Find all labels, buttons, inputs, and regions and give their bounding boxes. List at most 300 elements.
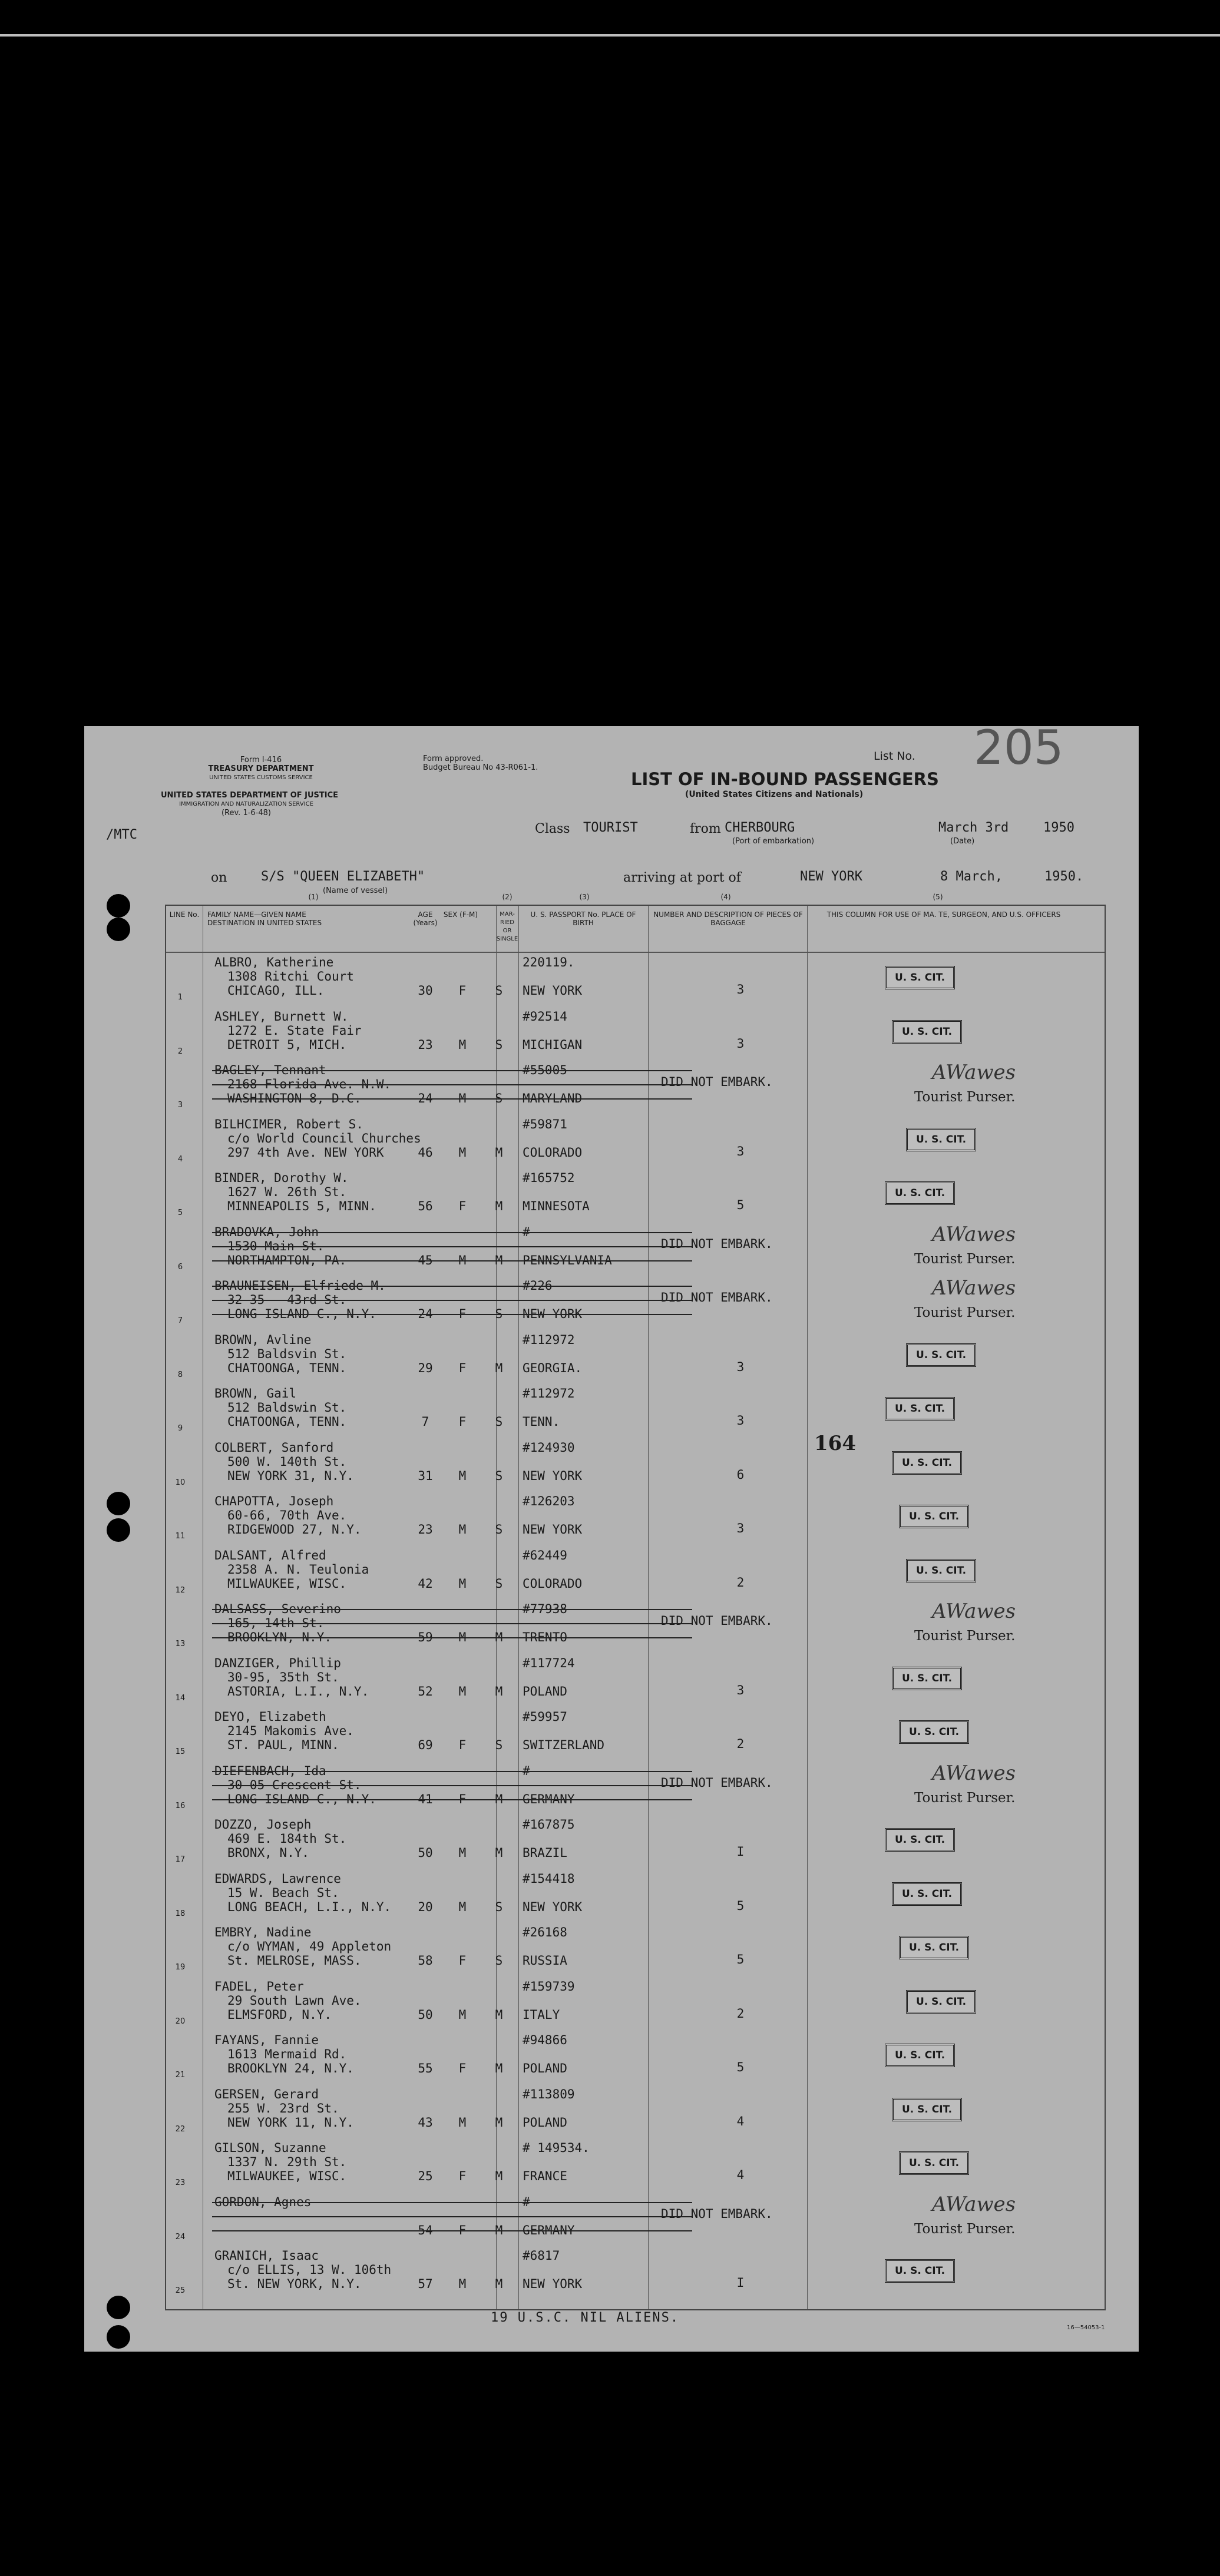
sex: M <box>458 1522 467 1537</box>
destination-line: LONG BEACH, L.I., N.Y. <box>227 1899 392 1914</box>
age: 69 <box>418 1738 433 1752</box>
age: 50 <box>418 2007 433 2022</box>
sex: F <box>458 1199 467 1213</box>
destination-line: 2145 Makomis Ave. <box>227 1724 354 1738</box>
header-sex: SEX (F-M) <box>443 910 478 919</box>
marital-status: S <box>495 1899 503 1914</box>
purser-signature: AWawes <box>932 1222 1016 1246</box>
baggage-count: 3 <box>736 1683 745 1697</box>
us-citizen-stamp: U. S. CIT. <box>906 1128 976 1151</box>
purser-signature: AWawes <box>932 2192 1016 2216</box>
age: 57 <box>418 2277 433 2291</box>
age: 55 <box>418 2061 433 2075</box>
destination-line: CHATOONGA, TENN. <box>227 1415 347 1429</box>
line-number: 1 <box>177 993 183 1002</box>
place-of-birth: POLAND <box>523 1684 567 1698</box>
strike-through <box>212 1232 692 1233</box>
us-citizen-stamp: U. S. CIT. <box>892 1667 962 1690</box>
marital-status: S <box>495 1953 503 1968</box>
line-number: 6 <box>177 1262 183 1272</box>
passport-birthplace <box>523 2087 575 2130</box>
passport-birthplace <box>523 1117 582 1160</box>
sex: M <box>458 1091 467 1105</box>
strike-through <box>212 1286 692 1287</box>
table-row <box>166 1924 1105 1977</box>
passport-number: # <box>523 2194 530 2209</box>
passport-birthplace <box>523 1817 575 1860</box>
baggage-count: 6 <box>736 1467 745 1482</box>
sex: M <box>458 1468 467 1483</box>
age: 30 <box>418 984 433 998</box>
marital-status: S <box>495 1522 503 1537</box>
destination-line: 30-05 Crescent St. <box>227 1777 362 1792</box>
passport-birthplace <box>523 1009 582 1052</box>
table-row <box>166 1116 1105 1169</box>
sex: F <box>458 2061 467 2075</box>
header-officers: THIS COLUMN FOR USE OF MA. TE, SURGEON, AND U.S. OFFICERS <box>826 910 1061 919</box>
place-of-birth: TENN. <box>523 1415 560 1429</box>
passenger-name: ALBRO, Katherine <box>214 955 334 969</box>
form-approval: Form approved. Budget Bureau No 43-R061-1. <box>423 754 538 772</box>
destination-line: 2358 A. N. Teulonia <box>227 1562 369 1577</box>
passport-number: #94866 <box>523 2033 567 2047</box>
sex: M <box>458 1846 467 1860</box>
line-number: 15 <box>175 1747 186 1756</box>
passenger-name: BAGLEY, Tennant <box>214 1063 326 1077</box>
line-number: 22 <box>175 2124 186 2134</box>
sex: F <box>458 1953 467 1968</box>
departure-year: 1950 <box>1043 820 1074 835</box>
table-row <box>166 1224 1105 1277</box>
passenger-name: EMBRY, Nadine <box>214 1925 312 1939</box>
passport-number: #6817 <box>523 2249 560 2263</box>
strike-through <box>212 2230 692 2231</box>
baggage-count: 5 <box>736 1952 745 1966</box>
passenger-table <box>165 893 1106 2310</box>
passenger-name-address <box>214 1333 346 1375</box>
line-number: 20 <box>175 2017 186 2026</box>
strike-through <box>212 2202 692 2203</box>
sex: M <box>458 1145 467 1160</box>
destination-line: NEW YORK 31, N.Y. <box>227 1468 354 1483</box>
place-of-birth: NEW YORK <box>523 984 583 998</box>
passport-number: #226 <box>523 1279 553 1293</box>
destination-line: MILWAUKEE, WISC. <box>227 1576 347 1591</box>
strike-through <box>212 1300 692 1301</box>
punch-hole <box>107 2325 130 2349</box>
marital-status: S <box>495 1415 503 1429</box>
passenger-name-address <box>214 955 354 998</box>
strike-through <box>212 1314 692 1315</box>
marital-status: S <box>495 1307 503 1321</box>
baggage-count: 2 <box>736 1737 745 1751</box>
punch-hole <box>107 2296 130 2319</box>
sex: F <box>458 1415 467 1429</box>
passport-birthplace <box>523 1333 582 1375</box>
passenger-name: DIEFENBACH, Ida <box>214 1763 326 1778</box>
passenger-name-address <box>214 2087 354 2130</box>
passport-number: #59871 <box>523 1117 567 1131</box>
destination-line: BRONX, N.Y. <box>227 1846 310 1860</box>
destination-line: MILWAUKEE, WISC. <box>227 2169 347 2183</box>
baggage-count: 2 <box>736 2006 745 2021</box>
age: 23 <box>418 1522 433 1537</box>
header-age: AGE (Years) <box>413 910 438 927</box>
passport-birthplace <box>523 1171 590 1213</box>
age: 56 <box>418 1199 433 1213</box>
mtc-code: /MTC <box>106 827 137 842</box>
baggage-count: 3 <box>736 1036 745 1051</box>
passport-birthplace <box>523 1548 582 1591</box>
passenger-name: GORDON, Agnes <box>214 2194 312 2209</box>
table-row <box>166 1385 1105 1438</box>
age: 20 <box>418 1899 433 1914</box>
passenger-name: FADEL, Peter <box>214 1979 304 1994</box>
departure-date: March 3rd <box>938 820 1009 835</box>
strike-through <box>212 1799 692 1800</box>
strike-through <box>212 1070 692 1071</box>
age: 46 <box>418 1145 433 1160</box>
us-citizen-stamp: U. S. CIT. <box>906 1990 976 2014</box>
footer-note: 19 U.S.C. NIL ALIENS. <box>491 2310 680 2325</box>
destination-line: 1530 Main St. <box>227 1239 325 1253</box>
us-citizen-stamp: U. S. CIT. <box>899 1936 969 1959</box>
place-of-birth: PENNSYLVANIA <box>523 1253 612 1267</box>
us-citizen-stamp: U. S. CIT. <box>899 2151 969 2175</box>
marital-status: S <box>495 1468 503 1483</box>
destination-line: ELMSFORD, N.Y. <box>227 2007 332 2022</box>
sex: F <box>458 1360 467 1375</box>
on-label: on <box>211 870 227 885</box>
destination-line: St. MELROSE, MASS. <box>227 1953 362 1968</box>
place-of-birth: MICHIGAN <box>523 1037 583 1052</box>
line-number: 10 <box>175 1478 186 1487</box>
purser-title: Tourist Purser. <box>914 1790 1016 1806</box>
passport-birthplace <box>523 1710 604 1752</box>
baggage-count: I <box>736 1845 745 1859</box>
passport-number: #154418 <box>523 1871 575 1886</box>
passenger-name-address <box>214 1548 369 1591</box>
line-number: 12 <box>175 1585 186 1595</box>
destination-line: BROOKLYN 24, N.Y. <box>227 2061 354 2075</box>
punch-hole <box>107 894 130 918</box>
destination-line: 469 E. 184th St. <box>227 1832 347 1846</box>
punch-hole <box>107 1492 130 1515</box>
destination-line: 512 Baldswin St. <box>227 1400 347 1415</box>
age: 43 <box>418 2115 433 2130</box>
passport-birthplace <box>523 1872 582 1914</box>
line-number: 24 <box>175 2232 186 2241</box>
col-marker: (5) <box>933 893 943 901</box>
table-row <box>166 1763 1105 1816</box>
col-marker: (3) <box>579 893 590 901</box>
form-header-left: Form I-416 TREASURY DEPARTMENT UNITED STATES CUSTOMS SERVICE <box>208 756 314 781</box>
passport-number: #167875 <box>523 1817 575 1832</box>
baggage-count: 3 <box>736 1144 745 1158</box>
form-title: LIST OF IN-BOUND PASSENGERS <box>631 769 939 789</box>
destination-line: 255 W. 23rd St. <box>227 2101 339 2115</box>
passenger-name-address <box>214 1117 421 1160</box>
marital-status: M <box>495 1846 503 1860</box>
passport-birthplace <box>523 1656 575 1698</box>
vessel-caption: (Name of vessel) <box>323 886 388 895</box>
line-number: 14 <box>175 1693 186 1703</box>
passport-birthplace <box>523 1441 582 1483</box>
passenger-name: GRANICH, Isaac <box>214 2249 319 2263</box>
line-number: 23 <box>175 2178 186 2187</box>
passport-number: #124930 <box>523 1440 575 1455</box>
age: 50 <box>418 1846 433 1860</box>
marital-status: S <box>495 1037 503 1052</box>
sex: M <box>458 1576 467 1591</box>
baggage-count: 3 <box>736 982 745 996</box>
did-not-embark-note: DID NOT EMBARK. <box>661 1290 773 1304</box>
marital-status: M <box>495 2277 503 2291</box>
place-of-birth: NEW YORK <box>523 1307 583 1321</box>
table-row <box>166 2140 1105 2193</box>
place-of-birth: FRANCE <box>523 2169 567 2183</box>
arrival-date: 8 March, <box>940 869 1003 884</box>
line-number: 5 <box>177 1208 183 1217</box>
passenger-name-address <box>214 1925 391 1968</box>
us-citizen-stamp: U. S. CIT. <box>885 2044 955 2067</box>
sex: F <box>458 1738 467 1752</box>
passenger-name: DALSASS, Severino <box>214 1602 341 1616</box>
marital-status: M <box>495 1792 503 1806</box>
marital-status: M <box>495 1199 503 1213</box>
us-citizen-stamp: U. S. CIT. <box>885 1828 955 1852</box>
passport-number: #113809 <box>523 2087 575 2101</box>
did-not-embark-note: DID NOT EMBARK. <box>661 1775 773 1790</box>
passenger-name-address <box>214 1171 376 1213</box>
table-row <box>166 1493 1105 1546</box>
place-of-birth: RUSSIA <box>523 1953 567 1968</box>
age: 58 <box>418 1953 433 1968</box>
place-of-birth: BRAZIL <box>523 1846 567 1860</box>
baggage-count: 4 <box>736 2114 745 2128</box>
line-number: 13 <box>175 1640 186 1648</box>
vessel-name: S/S "QUEEN ELIZABETH" <box>261 869 425 884</box>
passport-number: #126203 <box>523 1494 575 1508</box>
place-of-birth: NEW YORK <box>523 1522 583 1537</box>
sex: M <box>458 2277 467 2291</box>
table-row <box>166 1978 1105 2031</box>
marital-status: S <box>495 1091 503 1105</box>
line-number: 4 <box>177 1154 183 1164</box>
us-citizen-stamp: U. S. CIT. <box>892 1451 962 1475</box>
table-row <box>166 1547 1105 1600</box>
film-edge-line <box>0 34 1220 37</box>
strike-through <box>212 1246 692 1247</box>
destination-line: 15 W. Beach St. <box>227 1885 339 1900</box>
purser-title: Tourist Purser. <box>914 2221 1016 2237</box>
class-label: Class <box>535 822 570 836</box>
place-of-birth: MINNESOTA <box>523 1199 590 1213</box>
passport-number: # <box>523 1763 530 1778</box>
destination-line: NEW YORK 11, N.Y. <box>227 2115 354 2130</box>
passenger-name: BILHCIMER, Robert S. <box>214 1117 363 1131</box>
destination-line: 30-95, 35th St. <box>227 1670 339 1684</box>
place-of-birth: GERMANY <box>523 2223 575 2237</box>
place-of-birth: COLORADO <box>523 1576 583 1591</box>
baggage-count: 2 <box>736 1575 745 1590</box>
passport-birthplace <box>523 1386 575 1429</box>
destination-line: DETROIT 5, MICH. <box>227 1037 347 1052</box>
strike-through <box>212 1084 692 1085</box>
us-citizen-stamp: U. S. CIT. <box>892 1020 962 1044</box>
strike-through <box>212 1637 692 1638</box>
destination-line: c/o WYMAN, 49 Appleton <box>227 1939 392 1953</box>
strike-through <box>212 1785 692 1786</box>
arriving-label: arriving at port of <box>623 870 741 885</box>
baggage-count: 3 <box>736 1521 745 1535</box>
marital-status: M <box>495 1630 503 1644</box>
passenger-name: GERSEN, Gerard <box>214 2087 319 2101</box>
age: 42 <box>418 1576 433 1591</box>
col-marker: (4) <box>720 893 731 901</box>
table-row <box>166 1008 1105 1061</box>
place-of-birth: NEW YORK <box>523 2277 583 2291</box>
destination-line: 1627 W. 26th St. <box>227 1185 347 1199</box>
passport-birthplace <box>523 2141 590 2183</box>
destination-line: 60-66, 70th Ave. <box>227 1508 347 1522</box>
passport-number: #165752 <box>523 1171 575 1185</box>
place-of-birth: POLAND <box>523 2061 567 2075</box>
age: 7 <box>421 1415 429 1429</box>
marital-status: M <box>495 1684 503 1698</box>
passport-birthplace <box>523 1925 567 1968</box>
line-number: 21 <box>175 2071 186 2080</box>
passport-number: #62449 <box>523 1548 567 1562</box>
place-of-birth: NEW YORK <box>523 1899 583 1914</box>
table-row <box>166 1062 1105 1115</box>
passenger-name-address <box>214 1009 362 1052</box>
destination-line: 1272 E. State Fair <box>227 1023 362 1038</box>
table-row <box>166 1170 1105 1223</box>
destination-line: c/o ELLIS, 13 W. 106th <box>227 2263 392 2277</box>
passenger-name-address <box>214 1817 346 1860</box>
passenger-name-address <box>214 2141 346 2183</box>
destination-line: RIDGEWOOD 27, N.Y. <box>227 1522 362 1537</box>
destination-line: 1308 Ritchi Court <box>227 969 354 984</box>
baggage-count: 3 <box>736 1359 745 1374</box>
passenger-name: DANZIGER, Phillip <box>214 1655 341 1670</box>
col-marker: (1) <box>308 893 319 901</box>
class-value: TOURIST <box>583 820 638 835</box>
age: 52 <box>418 1684 433 1698</box>
age: 31 <box>418 1468 433 1483</box>
passport-birthplace <box>523 2249 582 2291</box>
passenger-name-address <box>214 1872 391 1914</box>
passport-number: # 149534. <box>523 2141 590 2155</box>
line-number: 18 <box>175 1909 186 1918</box>
passport-number: #117724 <box>523 1655 575 1670</box>
destination-line: 2168 Florida Ave. N.W. <box>227 1077 392 1091</box>
passenger-name: EDWARDS, Lawrence <box>214 1871 341 1886</box>
baggage-count: 4 <box>736 2168 745 2182</box>
destination-line: 29 South Lawn Ave. <box>227 1993 362 2008</box>
place-of-birth: GEORGIA. <box>523 1360 583 1375</box>
destination-line: 297 4th Ave. NEW YORK <box>227 1145 384 1160</box>
baggage-count: 5 <box>736 1198 745 1212</box>
line-number: 3 <box>177 1101 183 1110</box>
line-number: 11 <box>175 1532 186 1541</box>
marital-status: M <box>495 2007 503 2022</box>
age: 45 <box>418 1253 433 1267</box>
did-not-embark-note: DID NOT EMBARK. <box>661 2206 773 2221</box>
port-of-embarkation: CHERBOURG <box>725 820 795 835</box>
line-number: 17 <box>175 1855 186 1864</box>
passport-number: #159739 <box>523 1979 575 1994</box>
sex: M <box>458 1899 467 1914</box>
form-subtitle: (United States Citizens and Nationals) <box>685 790 864 799</box>
table-row <box>166 1277 1105 1330</box>
destination-line: St. NEW YORK, N.Y. <box>227 2277 362 2291</box>
line-number: 9 <box>177 1424 183 1433</box>
marital-status: M <box>495 2061 503 2075</box>
purser-signature: AWawes <box>932 1600 1016 1623</box>
strike-through <box>212 1623 692 1624</box>
table-row <box>166 1601 1105 1654</box>
marital-status: M <box>495 1253 503 1267</box>
us-citizen-stamp: U. S. CIT. <box>885 1397 955 1421</box>
us-citizen-stamp: U. S. CIT. <box>885 1181 955 1205</box>
age: 25 <box>418 2169 433 2183</box>
side-count: 164 <box>814 1432 856 1455</box>
table-row <box>166 2086 1105 2139</box>
header-name: FAMILY NAME—GIVEN NAME DESTINATION IN UNITED STATES <box>207 910 322 927</box>
sex: M <box>458 1630 467 1644</box>
passenger-manifest-sheet <box>84 720 1139 2352</box>
purser-title: Tourist Purser. <box>914 1090 1016 1105</box>
header-baggage: NUMBER AND DESCRIPTION OF PIECES OF BAGGAGE <box>653 910 803 927</box>
place-of-birth: TRENTO <box>523 1630 567 1644</box>
strike-through <box>212 1609 692 1610</box>
passenger-name: DEYO, Elizabeth <box>214 1710 326 1724</box>
list-no-label: List No. <box>874 750 915 763</box>
passenger-name-address <box>214 1386 346 1429</box>
purser-signature: AWawes <box>932 1761 1016 1785</box>
strike-through <box>212 2216 692 2217</box>
destination-line: 165, 14th St. <box>227 1616 325 1630</box>
passenger-name: COLBERT, Sanford <box>214 1440 334 1455</box>
strike-through <box>212 1260 692 1261</box>
line-number: 25 <box>175 2286 186 2295</box>
destination-line: CHATOONGA, TENN. <box>227 1360 347 1375</box>
baggage-count: 3 <box>736 1413 745 1428</box>
line-number: 2 <box>177 1047 183 1056</box>
marital-status: M <box>495 2169 503 2183</box>
baggage-count: 5 <box>736 2060 745 2074</box>
did-not-embark-note: DID NOT EMBARK. <box>661 1614 773 1628</box>
marital-status: M <box>495 2223 503 2237</box>
line-number: 8 <box>177 1370 183 1379</box>
destination-line: LONG ISLAND C., N.Y. <box>227 1792 376 1806</box>
destination-line: 512 Baldsvin St. <box>227 1346 347 1361</box>
passport-number: #59957 <box>523 1710 567 1724</box>
place-of-birth: COLORADO <box>523 1145 583 1160</box>
purser-signature: AWawes <box>932 1276 1016 1300</box>
table-row <box>166 1816 1105 1869</box>
header-married: MAR-RIED OR SINGLE <box>496 911 518 942</box>
marital-status: S <box>495 984 503 998</box>
purser-title: Tourist Purser. <box>914 1628 1016 1644</box>
destination-line: CHICAGO, ILL. <box>227 984 325 998</box>
passenger-name-address <box>214 1710 354 1752</box>
table-row <box>166 2247 1105 2300</box>
destination-line: MINNEAPOLIS 5, MINN. <box>227 1199 376 1213</box>
destination-line: 1613 Mermaid Rd. <box>227 2047 347 2061</box>
